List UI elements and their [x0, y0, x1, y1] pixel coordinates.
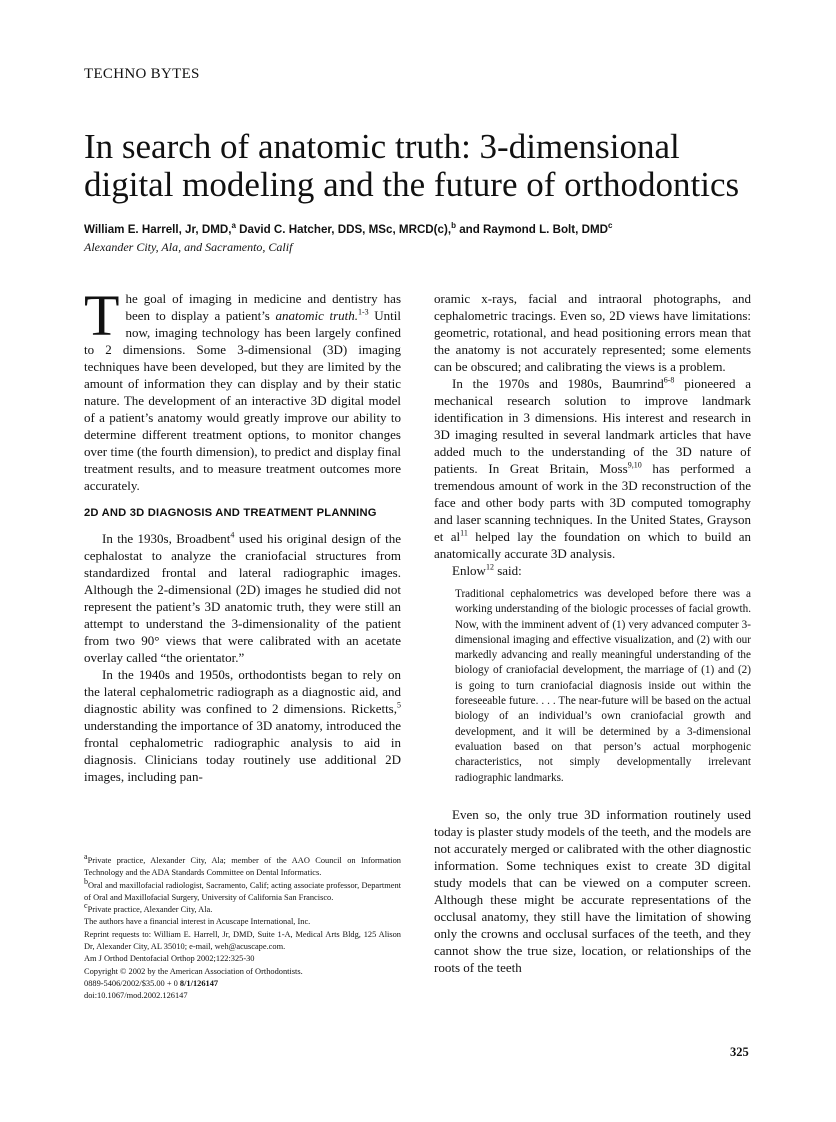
copyright-line: Copyright © 2002 by the American Association of Orthodontists.	[84, 966, 303, 976]
paragraph-baumrind: In the 1970s and 1980s, Baumrind$^{6-8}$ pioneered a mechanical research solution to improve landmark identification in 3 dimensions. His interest and research in 3D imaging resulted in several landmark articles that have added much to the understanding of the 3D nature of patients. In Great Britain, Moss$^{9,10}$ has performed a tremendous amount of work in the 3D reconstruction of the face and other body parts with 3D computed tomography and laser scanning techniques. In the United States, Grayson et $al^{11}$ helped lay the foundation on which to build an anatomically accurate 3D analysis.	[434, 375, 752, 561]
citation-ref: 5	[397, 700, 401, 710]
footnote-b: $^b$Oral and maxillofacial radiologist, Sacramento, Calif; acting associate professor, Department of Oral and Maxillofacial Surgery, University of California San Francisco.	[84, 876, 401, 902]
author-list	[84, 223, 612, 236]
citation-ref: 11	[460, 528, 468, 538]
author-harrell-mark: a	[231, 221, 236, 231]
emphasis-anatomic-truth: anatomic truth.	[275, 308, 358, 323]
left-column	[84, 283, 401, 785]
page-number: 325	[730, 1045, 749, 1059]
paragraph-ricketts: In the 1940s and 1950s, orthodontists began to rely on the lateral cephalometric radiograph as a diagnostic aid, and diagnostic ability was confined to 2 dimensions. Ricketts,$^5$ understanding the importance of 3D anatomy, introduced the frontal cephalometric radiographic analysis to aid in diagnosis. Clinicians today routinely use additional 2D images, including pan-	[84, 667, 401, 784]
footnote-a: $^a$Private practice, Alexander City, Ala; member of the AAO Council on Information Technology and the ADA Standards Committee on Dental Informatics.	[84, 852, 401, 878]
title-line-1: In search of anatomic truth: 3-dimensional	[84, 127, 680, 166]
paragraph-broadbent: In the 1930s, Broadbent$^4$ used his original design of the cephalostat to analyze the craniofacial structures from standardized frontal and lateral radiographic images. Although the 2-dimensional (2D) images he studied did not represent the patient’s 3D anatomic truth, they were still an attempt to understand the 3-dimensionality of the patient from two 90° views that were calibrated with an acetate overlay called “the orientator.”	[84, 530, 401, 665]
author-harrell: William E. Harrell, Jr, DMD,	[84, 223, 232, 236]
financial-interest-note: The authors have a financial interest in Acuscape International, Inc.	[84, 917, 311, 927]
issn-line: 0889-5406/2002/$35.00 + 0 8/1/126147	[84, 978, 219, 988]
author-bolt: and Raymond L. Bolt, DMD	[455, 223, 608, 236]
author-bolt-mark: c	[607, 221, 613, 231]
title-line-2: digital modeling and the future of orthodontics	[84, 165, 740, 204]
paragraph-panoramic: oramic x-rays, facial and intraoral photographs, and cephalometric tracings. Even so, 2D views have limitations: geometric, rotational, and head positioning errors mean that the anatomy is not accurately represented; some elements can be obscured; and calibrating the views is a problem.	[434, 291, 751, 374]
section-label: TECHNO BYTES	[84, 66, 200, 82]
citation-ref: 12	[485, 562, 494, 572]
footnotes	[84, 852, 401, 1003]
citation-ref: 1-3	[357, 307, 369, 317]
footnote-c: $^c$Private practice, Alexander City, Ala.	[84, 901, 213, 915]
section-heading: 2D AND 3D DIAGNOSIS AND TREATMENT PLANNING	[84, 507, 377, 519]
author-hatcher-mark: b	[451, 221, 456, 231]
citation-ref: 4	[230, 530, 235, 540]
right-column	[434, 290, 751, 976]
citation-ref: 9,10	[627, 460, 642, 470]
journal-citation: Am J Orthod Dentofacial Orthop 2002;122:325-30	[84, 954, 255, 964]
drop-cap: T	[84, 283, 120, 348]
doi-line: doi:10.1067/mod.2002.126147	[84, 991, 188, 1001]
paragraph-enlow: Enlow$^{12}$ said:	[452, 562, 522, 578]
intro-paragraph: The goal of imaging in medicine and dentistry has been to display a patient’s anatomic truth.$^{1-3}$ Until now, imaging technology has been largely confined to 2 dimensions. Some 3-dimensional (3D) imaging techniques have been developed, but they are limited by the amount of information they can display and by their static nature. The development of an interactive 3D digital model of a patient’s anatomy would greatly improve our ability to determine different treatment options, to monitor changes over time (the fourth dimension), to predict and display final treatment results, and to measure treatment outcomes more accurately.	[84, 283, 401, 493]
author-hatcher: David C. Hatcher, DDS, MSc, MRCD(c),	[235, 223, 452, 236]
reprint-requests: Reprint requests to: William E. Harrell, Jr, DMD, Suite 1-A, Medical Arts Bldg, 125 Alison Dr, Alexander City, AL 35010; e-mail, weh@acuscape.com.	[84, 929, 401, 952]
block-quote: Traditional cephalometrics was developed before there was a working understanding of the biologic processes of facial growth. Now, with the imminent advent of (1) very advanced computer 3-dimensional imaging and effective visualization, and (2) with our markedly advancing and really meaningful understanding of the biology of craniofacial development, the marriage of (1) and (2) is going to turn craniofacial diagnosis inside out within the foreseeable future. . . . The near-future will be based on the actual biology of an individual’s own craniofacial growth and development, and it will be determined by a 3-dimensional evaluation based on that person’s actual morphogenic characteristics, not simply developmentally irrelevant radiographic landmarks.	[455, 588, 751, 784]
affiliation: Alexander City, Ala, and Sacramento, Calif	[84, 240, 293, 254]
citation-ref: 6-8	[663, 375, 675, 385]
article-title	[84, 128, 784, 204]
paragraph-study-models: Even so, the only true 3D information routinely used today is plaster study models of the teeth, and the models are not accurately merged or calibrated with the other diagnostic information. Some techniques exist to create 3D digital study models that can be viewed on a computer screen. Although these might be accurate representations of the occlusal anatomy, they still have the limitation of showing only the crowns and occlusal surfaces of the teeth, and they cannot show the true size, location, or relationships of the roots of the teeth	[434, 806, 751, 975]
